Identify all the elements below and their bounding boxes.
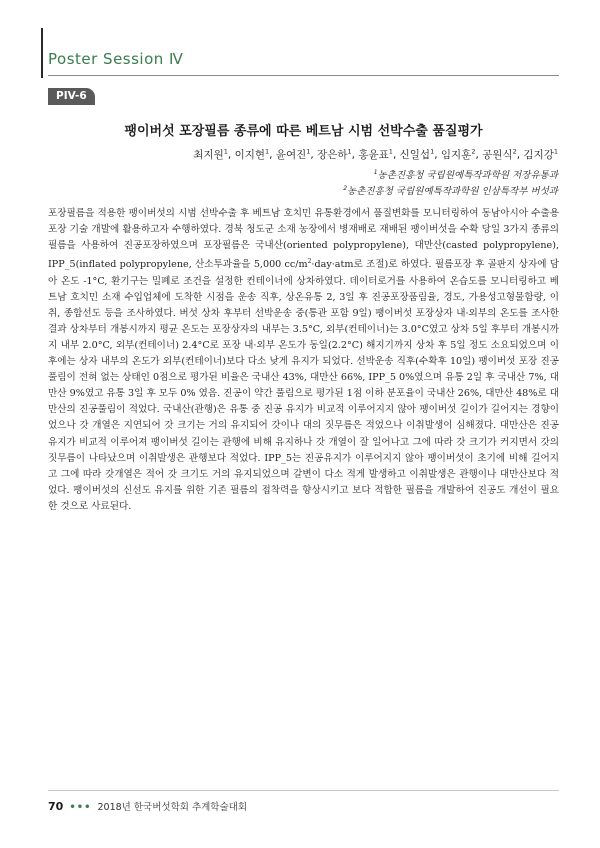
- affiliation: $^2$농촌진흥청 국립원예특작과학원 인삼특작부 버섯과: [343, 185, 558, 198]
- abstract-text: 포장필름을 적용한 팽이버섯의 시범 선박수출 후 베트남 호치민 유통환경에서 품질변화를 모니터링하여 동남아시아 수출용 포장 기술 개발에 활용하고자 수행하였다. 경북 청도군 소재 농장에서 병재배로 재배된 팽이버섯을 수확 당일 3가지 종류의 필름을 사용하여 진공포장하였으며 포장필름은 국내산(oriented polypropylene), 대만산(casted polypropylene), IPP_5(inflated polypropylene, 산소투과율을 5,000 $cc/m^2\cdot day\cdot atm$로 조절)로 하였다. 필름포장 후 골판지 상자에 담아 온도 -1°C, 환기구는 밀폐로 조건을 설정한 컨테이너에 상차하였다. 데이터로거를 사용하여 온습도를 모니터링하고 베트남 호치민 소재 수입업체에 도착한 시점을 운송 직후, 상온유통 2, 3일 후 진공포장품림율, 경도, 가용성고형물함량, 이취, 종합선도 등을 조사하였다. 버섯 상차 후부터 선박운송 중(통관 포함 9일) 팽이버섯 포장상자 내·외부의 온도를 조사한 결과 상차부터 개봉시까지 평균 온도는 포장상자의 내부는 3.5°C, 외부(컨테이너)는 3.0°C였고 상차 5일 후부터 개봉시까지 내부 2.0°C, 외부(컨테이너) 2.4°C로 포장 내·외부 온도가 동일(2.2°C) 해지기까지 상차 후 5일 정도 소요되었으며 이후에는 상자 내부의 온도가 외부(컨테이너)보다 다소 낮게 유지가 되었다. 선박운송 직후(수확후 10일) 팽이버섯 포장 진공풀림이 전혀 없는 상태인 0점으로 평가된 비율은 국내산 43%, 대만산 66%, IPP_5 0%였으며 유통 2일 후 국내산 7%, 대만산 9%였고 유통 3일 후 모두 0% 였음. 진공이 약간 풀림으로 평가된 1점 이하 분포율이 국내산 26%, 대만산 48%로 대만산의 진공풀림이 적었다. 국내산(관행)은 유통 중 진공 유지가 비교적 이루어지지 않아 팽이버섯 길이가 길어지는 경향이었으나 갓 개열은 지연되어 갓 크기는 거의 유지되어 갓이나 대의 짓무름은 적었으나 이취발생이 심해졌다. 대만산은 진공 유지가 비교적 이루어져 팽이버섯 길이는 관행에 비해 유지하나 갓 개열이 잘 일어나고 그에 따라 갓 크기가 커지면서 갓의 짓무름이 나타났으며 이취발생은 관행보다 적었다. IPP_5는 진공유지가 이루어지지 않아 팽이버섯이 초기에 비해 길어지고 그에 따라 갓개열은 적어 갓 크기도 거의 유지되었으며 갈변이 다소 적게 발생하고 이취발생은 관행이나 대만산보다 적었다. 팽이버섯의 신선도 유지를 위한 기존 필름의 접착력을 향상시키고 보다 적합한 필름을 개발하여 진공도 개선이 필요한 것으로 사료된다.: [48, 208, 559, 512]
- author: 공원식$^2$: [482, 147, 517, 161]
- footer-divider: [48, 790, 559, 791]
- conference-name: 2018년 한국버섯학회 추계학술대회: [97, 802, 248, 813]
- header-divider: [48, 75, 559, 76]
- paper-title: 팽이버섯 포장필름 종류에 따른 베트남 시범 선박수출 품질평가: [124, 124, 483, 139]
- author: 윤여진$^1$: [275, 147, 311, 161]
- author: 이지현$^1$: [234, 147, 270, 161]
- poster-id-badge: PIV-6: [48, 88, 95, 105]
- session-title: Poster Session Ⅳ: [48, 50, 184, 68]
- author: 홍윤표$^1$: [358, 147, 393, 161]
- author-list: 최지원$^1$, 이지현$^1$, 윤여진$^1$, 장은하$^1$, 홍윤표$^1$, 신일섭$^1$, 임지훈$^2$, 공원식$^2$, 김지강$^1$: [193, 147, 558, 161]
- page-footer: [48, 799, 247, 813]
- affiliation: $^1$농촌진흥청 국립원예특작과학원 저장유통과: [373, 169, 558, 182]
- author: 장은하$^1$: [317, 147, 352, 161]
- author: 김지강$^1$: [523, 147, 558, 161]
- author: 신일섭$^1$: [399, 147, 435, 161]
- author: 최지원$^1$: [193, 147, 228, 161]
- page-number: 70: [48, 800, 64, 813]
- side-accent-rule: [41, 28, 43, 78]
- affiliations: [228, 166, 558, 198]
- author: 임지훈$^2$: [440, 147, 476, 161]
- footer-dots: •••: [69, 802, 92, 813]
